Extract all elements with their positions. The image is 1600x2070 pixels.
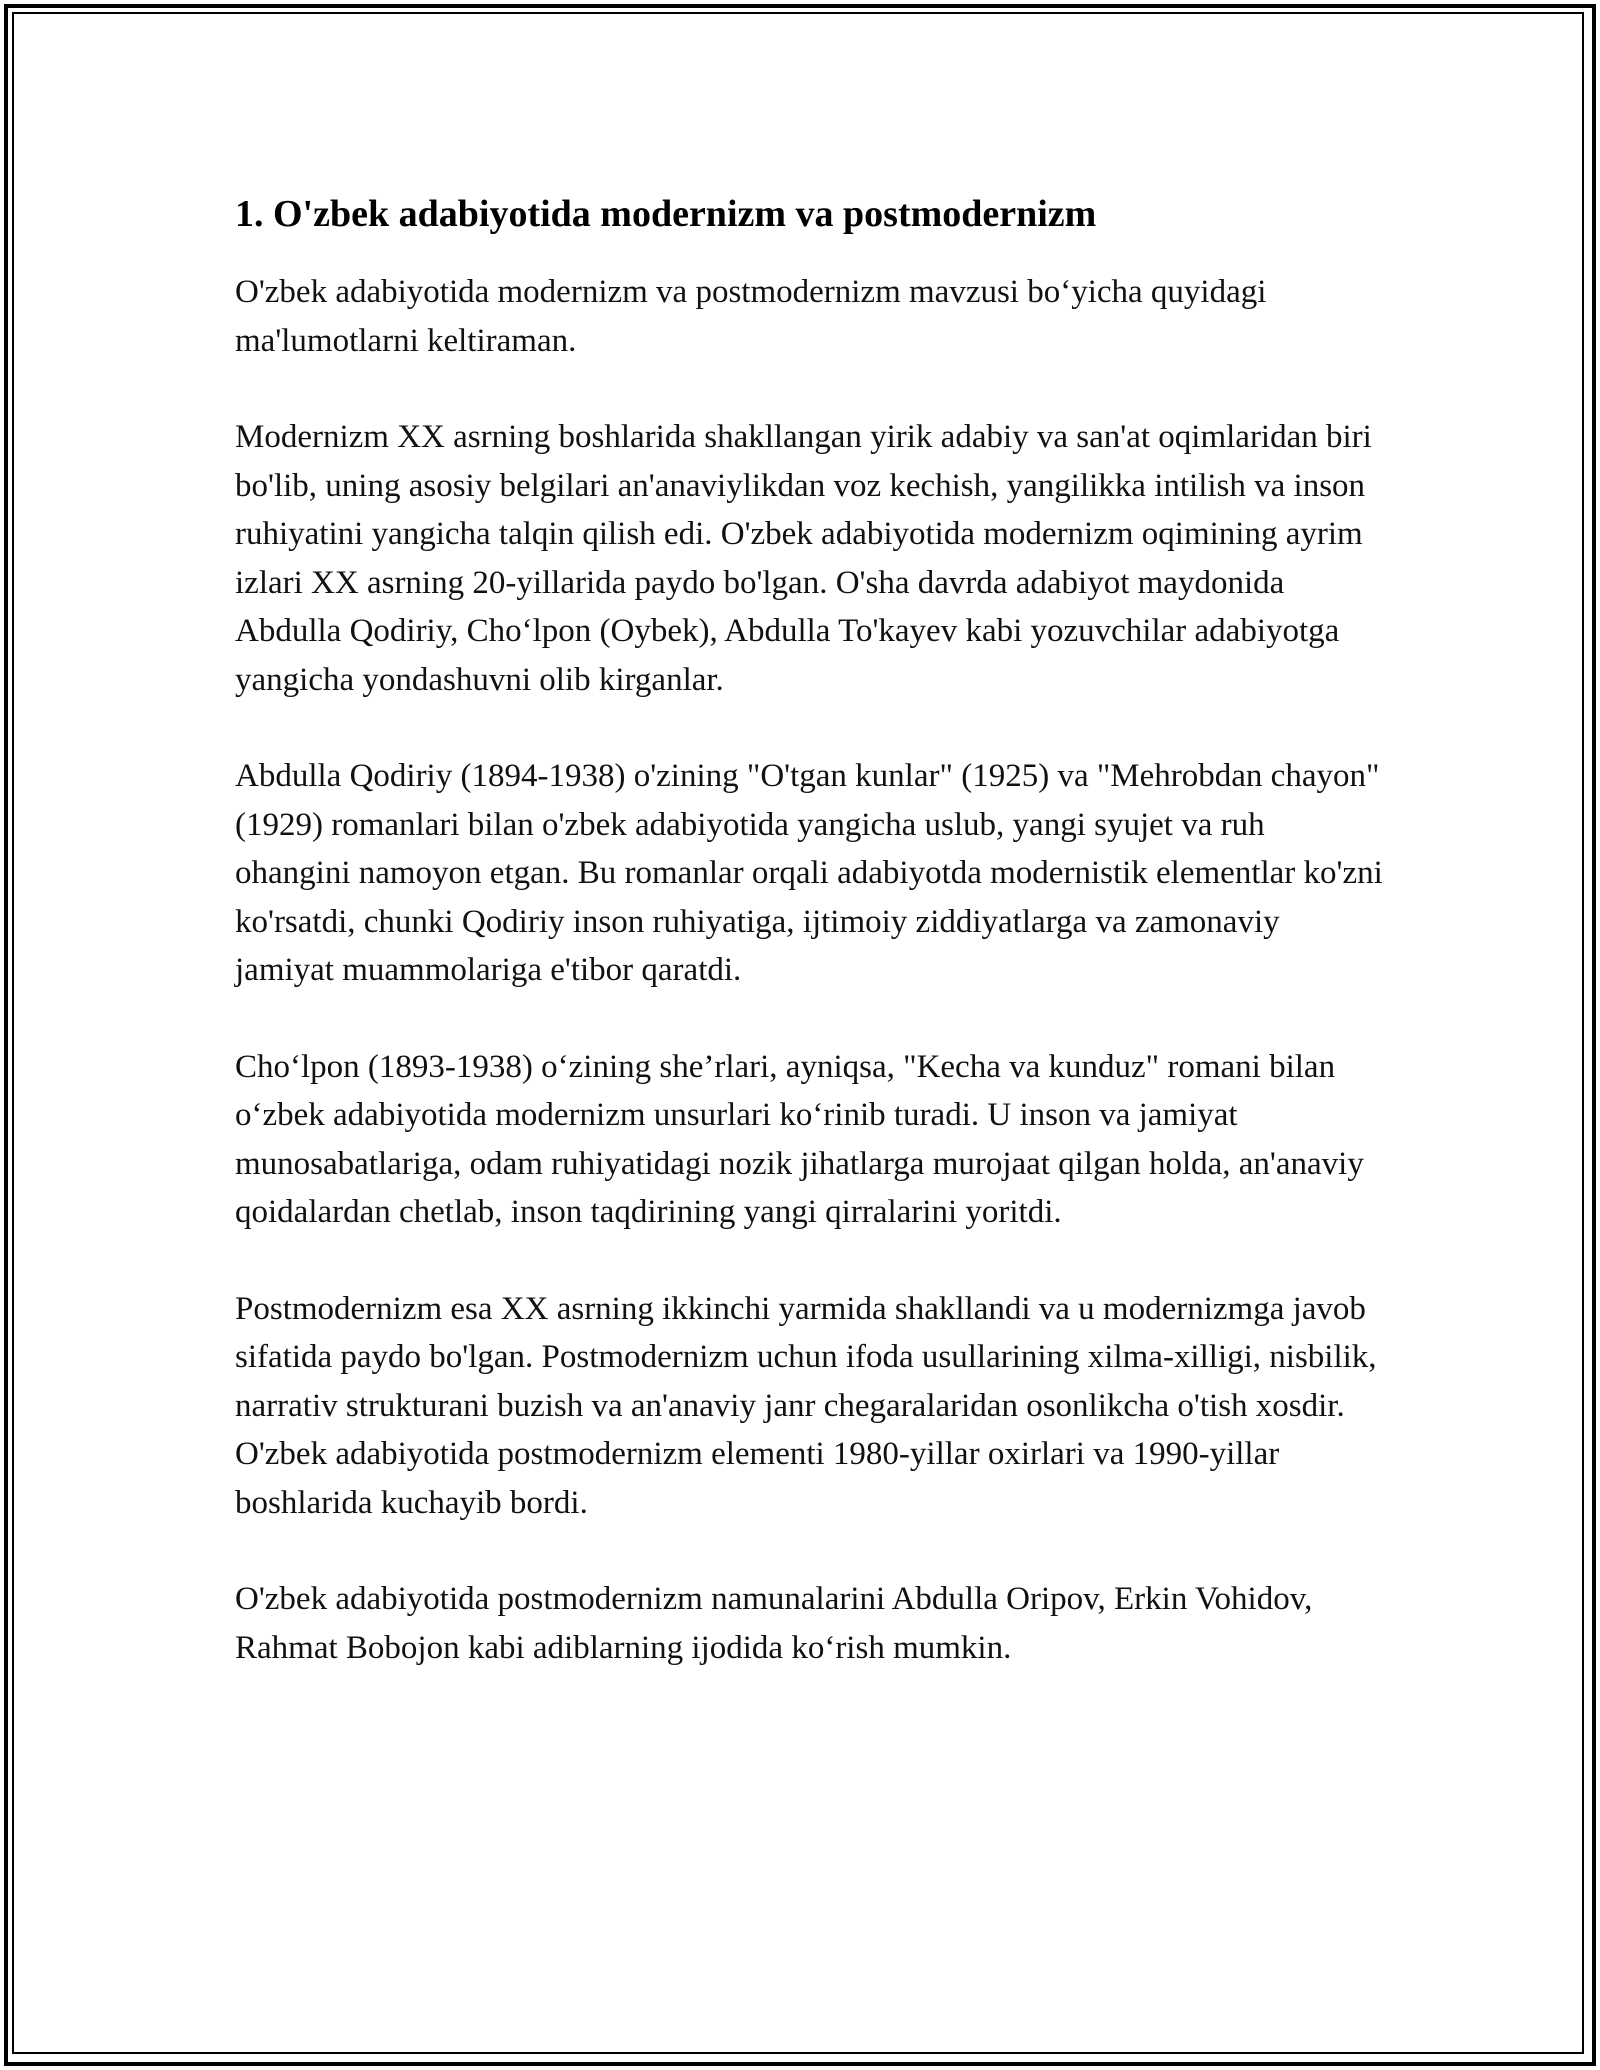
paragraph-modernism: Modernizm XX asrning boshlarida shakllangan yirik adabiy va san'at oqimlaridan biri bo'lib, uning asosiy belgilari an'anaviylikdan voz kechish, yangilikka intilish va inson ruhiyatini yangicha talqin qilish edi. O'zbek adabiyotida modernizm oqimining ayrim izlari XX asrning 20-yillarida paydo bo'lgan. O'sha davrda adabiyot maydonida Abdulla Qodiriy, Cho‘lpon (Oybek), Abdulla To'kayev kabi yozuvchilar adabiyotga yangicha yondashuvni olib kirganlar.: [235, 419, 1372, 698]
paragraph-intro: O'zbek adabiyotida modernizm va postmodernizm mavzusi bo‘yicha quyidagi ma'lumotlarni keltiraman.: [235, 274, 1267, 359]
paragraph-postmodernism: Postmodernizm esa XX asrning ikkinchi yarmida shakllandi va u modernizmga javob sifatida paydo bo'lgan. Postmodernizm uchun ifoda usullarining xilma-xilligi, nisbilik, narrativ strukturani buzish va an'anaviy janr chegaralaridan osonlikcha o'tish xosdir. O'zbek adabiyotida postmodernizm elementi 1980-yillar oxirlari va 1990-yillar boshlarida kuchayib bordi.: [235, 1290, 1377, 1521]
paragraph-qodiriy: Abdulla Qodiriy (1894-1938) o'zining "O'tgan kunlar" (1925) va "Mehrobdan chayon" (1929) romanlari bilan o'zbek adabiyotida yangicha uslub, yangi syujet va ruh ohangini namoyon etgan. Bu romanlar orqali adabiyotda modernistik elementlar ko'zni ko'rsatdi, chunki Qodiriy inson ruhiyatiga, ijtimoiy ziddiyatlarga va zamonaviy jamiyat muammolariga e'tibor qaratdi.: [235, 758, 1383, 988]
document-title: 1. O'zbek adabiyotida modernizm va postmodernizm: [235, 193, 1097, 235]
paragraph-examples: O'zbek adabiyotida postmodernizm namunalarini Abdulla Oripov, Erkin Vohidov, Rahmat Bobojon kabi adiblarning ijodida ko‘rish mumkin.: [235, 1581, 1313, 1666]
paragraph-cholpon: Cho‘lpon (1893-1938) o‘zining she’rlari, ayniqsa, "Kecha va kunduz" romani bilan o‘zbek adabiyotida modernizm unsurlari ko‘rinib turadi. U inson va jamiyat munosabatlariga, odam ruhiyatidagi nozik jihatlarga murojaat qilgan holda, an'anaviy qoidalardan chetlab, inson taqdirining yangi qirralarini yoritdi.: [235, 1048, 1364, 1230]
document-body: [235, 186, 1385, 1672]
